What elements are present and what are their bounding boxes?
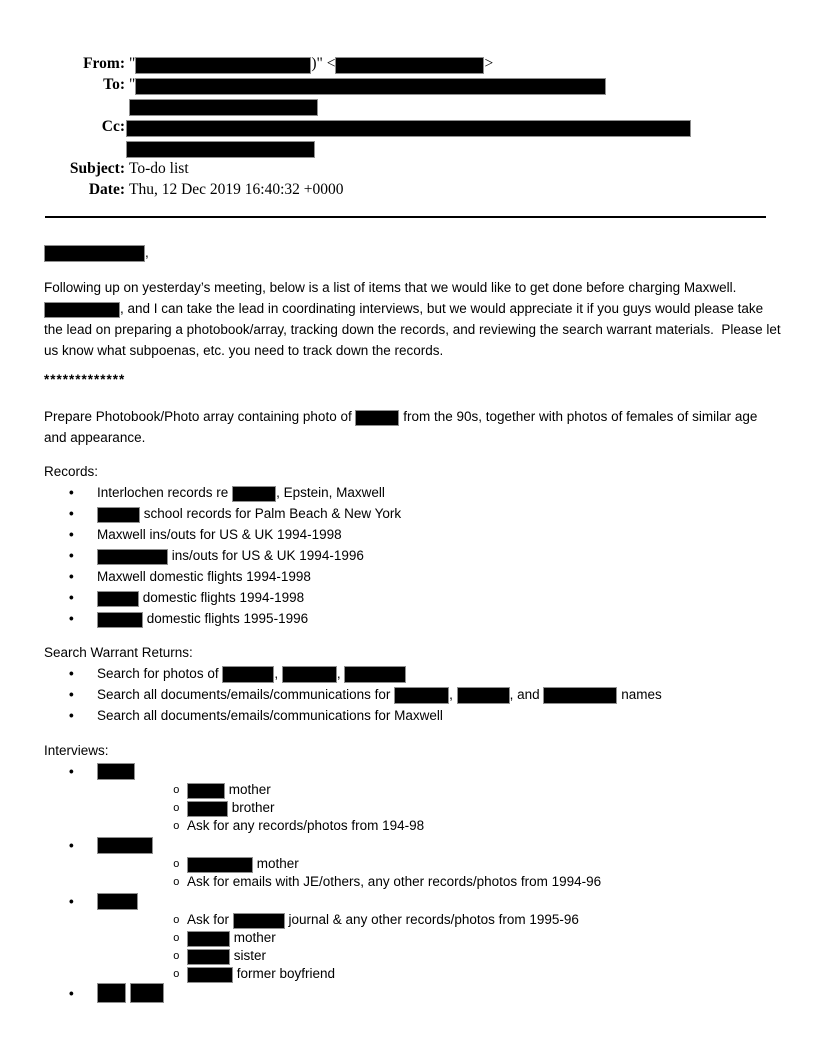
circle-bullet-icon <box>173 929 180 948</box>
text-segment: mother <box>253 856 299 871</box>
bullet-icon <box>69 503 74 524</box>
text-segment: " <box>129 76 136 93</box>
records-item-text <box>97 569 311 584</box>
from-value <box>129 53 493 74</box>
interview-sub-item <box>97 911 782 929</box>
circle-bullet-icon <box>173 799 180 818</box>
bullet-icon <box>69 761 74 782</box>
interview-sub-text <box>187 912 579 927</box>
date-label: Date: <box>88 181 125 198</box>
circle-bullet-icon <box>173 965 180 984</box>
text-segment: names <box>617 687 662 702</box>
interview-sub-text <box>187 818 424 833</box>
to-value <box>129 74 606 116</box>
redaction-bar <box>187 783 225 799</box>
text-segment: > <box>484 55 494 72</box>
search-warrant-item-text <box>97 687 662 702</box>
text-segment: )" < <box>311 55 336 72</box>
redaction-bar <box>457 687 510 704</box>
records-item <box>44 566 782 587</box>
redaction-bar <box>44 245 145 262</box>
cc-label: Cc: <box>101 118 125 135</box>
records-heading: Records: <box>44 464 99 479</box>
text-segment: Search all documents/emails/communications for <box>97 687 395 702</box>
from-value-line <box>129 53 493 74</box>
interviews-list <box>44 761 782 1003</box>
interview-item <box>44 983 782 1003</box>
bullet-icon <box>69 684 74 705</box>
interview-name-line <box>97 983 782 1003</box>
text-segment: , <box>145 245 149 260</box>
interview-sub-text <box>187 948 266 963</box>
text-segment: former boyfriend <box>233 966 336 981</box>
interviews-heading: Interviews: <box>44 743 109 758</box>
redaction-bar <box>187 949 230 965</box>
interview-name-line <box>97 891 782 911</box>
redaction-bar <box>187 931 230 947</box>
records-item-text <box>97 590 304 605</box>
bullet-icon <box>69 608 74 629</box>
redaction-bar <box>97 507 140 523</box>
records-item <box>44 545 782 566</box>
subject-label: Subject: <box>69 160 125 177</box>
header-row-subject <box>45 158 776 179</box>
redaction-bar <box>97 893 138 910</box>
text-segment: , <box>449 687 457 702</box>
search-warrant-item <box>44 705 782 726</box>
interview-sub-item <box>97 855 782 873</box>
redaction-bar <box>344 666 406 683</box>
header-row-from <box>45 53 776 74</box>
bullet-icon <box>69 587 74 608</box>
redaction-bar <box>232 486 276 502</box>
records-item <box>44 524 782 545</box>
cc-value-line <box>126 137 691 158</box>
records-item-text <box>97 506 401 521</box>
interview-sub-item <box>97 799 782 817</box>
redaction-bar <box>129 99 318 116</box>
interview-sub-text <box>187 782 271 797</box>
redaction-bar <box>44 302 120 318</box>
redaction-bar <box>187 857 253 873</box>
text-segment: journal & any other records/photos from 1995-96 <box>284 912 579 927</box>
text-segment: Maxwell ins/outs for US & UK 1994-1998 <box>97 527 342 542</box>
subject-value-line <box>129 158 189 179</box>
text-segment: Ask for <box>187 912 233 927</box>
text-segment: , Epstein, Maxwell <box>276 485 385 500</box>
redaction-bar <box>97 837 153 854</box>
text-segment: Following up on yesterday’s meeting, below is a list of items that we would like to get done before charging Maxwell. <box>44 280 737 295</box>
interview-sub-item <box>97 947 782 965</box>
redaction-bar <box>187 801 228 817</box>
search-warrant-item-text <box>97 666 406 681</box>
bullet-icon <box>69 983 74 1004</box>
redaction-bar <box>97 983 126 1003</box>
records-item-text <box>97 527 342 542</box>
text-segment: from the 90s, together with photos of females of similar age and appearance. <box>44 409 758 445</box>
text-segment: , and <box>509 687 544 702</box>
separator-line: ************* <box>44 372 126 387</box>
header-row-to <box>45 74 776 116</box>
to-value-line <box>129 74 606 95</box>
redaction-bar <box>394 687 449 704</box>
circle-bullet-icon <box>173 781 180 800</box>
interview-item <box>44 761 782 835</box>
to-label: To: <box>103 76 125 93</box>
redaction-bar <box>126 141 315 158</box>
circle-bullet-icon <box>173 873 180 892</box>
bullet-icon <box>69 482 74 503</box>
text-segment: , <box>336 666 345 681</box>
intro-paragraph <box>44 277 782 361</box>
bullet-icon <box>69 524 74 545</box>
interview-sub-text <box>187 966 335 981</box>
text-segment: sister <box>230 948 267 963</box>
text-segment: Maxwell domestic flights 1994-1998 <box>97 569 311 584</box>
circle-bullet-icon <box>173 817 180 836</box>
interview-sub-text <box>187 874 601 889</box>
records-item <box>44 608 782 629</box>
search-warrant-list <box>44 663 782 726</box>
redaction-bar <box>355 410 399 426</box>
bullet-icon <box>69 835 74 856</box>
interview-sub-text <box>187 856 299 871</box>
redaction-bar <box>97 612 143 628</box>
redaction-bar <box>135 78 606 95</box>
circle-bullet-icon <box>173 911 180 930</box>
interview-sub-item <box>97 817 782 835</box>
date-value-line <box>129 179 344 200</box>
redaction-bar <box>233 913 285 929</box>
interview-sub-list <box>97 781 782 835</box>
interview-sub-item <box>97 929 782 947</box>
text-segment: mother <box>230 930 276 945</box>
photobook-paragraph <box>44 406 782 448</box>
redaction-bar <box>135 57 311 74</box>
redaction-bar <box>187 967 233 983</box>
text-segment: Thu, 12 Dec 2019 16:40:32 +0000 <box>129 181 344 198</box>
interview-sub-list <box>97 855 782 891</box>
interview-sub-text <box>187 930 276 945</box>
bullet-icon <box>69 663 74 684</box>
redaction-bar <box>126 120 691 137</box>
redaction-bar <box>335 57 484 74</box>
text-segment: domestic flights 1995-1996 <box>143 611 309 626</box>
text-segment: Interlochen records re <box>97 485 233 500</box>
interview-sub-item <box>97 873 782 891</box>
header-row-cc <box>45 116 776 158</box>
redaction-bar <box>222 666 274 683</box>
cc-value-line <box>126 116 691 137</box>
to-value-line <box>129 95 606 116</box>
bullet-icon <box>69 705 74 726</box>
circle-bullet-icon <box>173 855 180 874</box>
subject-value <box>129 158 189 179</box>
text-segment: Search for photos of <box>97 666 223 681</box>
redaction-bar <box>97 763 135 780</box>
redaction-bar <box>543 687 617 704</box>
header-row-date <box>45 179 776 200</box>
interview-sub-item <box>97 965 782 983</box>
text-segment: , and I can take the lead in coordinating interviews, but we would appreciate it if you guys would please take the lead on preparing a photobook/array, tracking down the records, and reviewing the search warrant materials. Please let us know what subpoenas, etc. you need to track down the records. <box>44 301 781 358</box>
bullet-icon <box>69 891 74 912</box>
records-item-text <box>97 485 385 500</box>
text-segment: To-do list <box>129 160 189 177</box>
text-segment: Ask for emails with JE/others, any other records/photos from 1994-96 <box>187 874 602 889</box>
circle-bullet-icon <box>173 947 180 966</box>
text-segment: " <box>129 55 136 72</box>
search-warrant-item-text <box>97 708 443 723</box>
redaction-bar <box>130 983 164 1003</box>
records-item <box>44 503 782 524</box>
redaction-bar <box>282 666 337 683</box>
text-segment: mother <box>225 782 271 797</box>
records-item-text <box>97 548 364 563</box>
records-item-text <box>97 611 308 626</box>
text-segment: brother <box>228 800 275 815</box>
salutation-line <box>44 242 782 263</box>
interview-name-line <box>97 835 782 855</box>
bullet-icon <box>69 566 74 587</box>
redaction-bar <box>97 591 139 607</box>
records-item <box>44 587 782 608</box>
text-segment: Search all documents/emails/communications for Maxwell <box>97 708 443 723</box>
interview-sub-item <box>97 781 782 799</box>
search-warrant-item <box>44 684 782 705</box>
search-warrant-heading: Search Warrant Returns: <box>44 645 193 660</box>
cc-value <box>126 116 691 158</box>
text-segment: Prepare Photobook/Photo array containing photo of <box>44 409 356 424</box>
text-segment: , <box>274 666 282 681</box>
records-list <box>44 482 782 629</box>
email-body <box>44 242 782 1003</box>
interview-name-line <box>97 761 782 781</box>
email-header <box>45 53 776 200</box>
redaction-bar <box>97 549 168 565</box>
text-segment: Ask for any records/photos from 194-98 <box>187 818 425 833</box>
divider-rule <box>45 216 766 218</box>
date-value <box>129 179 344 200</box>
from-label: From: <box>83 55 125 72</box>
interview-item <box>44 891 782 983</box>
interview-item <box>44 835 782 891</box>
records-item <box>44 482 782 503</box>
interview-sub-list <box>97 911 782 983</box>
bullet-icon <box>69 545 74 566</box>
search-warrant-item <box>44 663 782 684</box>
interview-sub-text <box>187 800 275 815</box>
text-segment: ins/outs for US & UK 1994-1996 <box>168 548 364 563</box>
text-segment: domestic flights 1994-1998 <box>139 590 305 605</box>
text-segment: school records for Palm Beach & New York <box>140 506 402 521</box>
